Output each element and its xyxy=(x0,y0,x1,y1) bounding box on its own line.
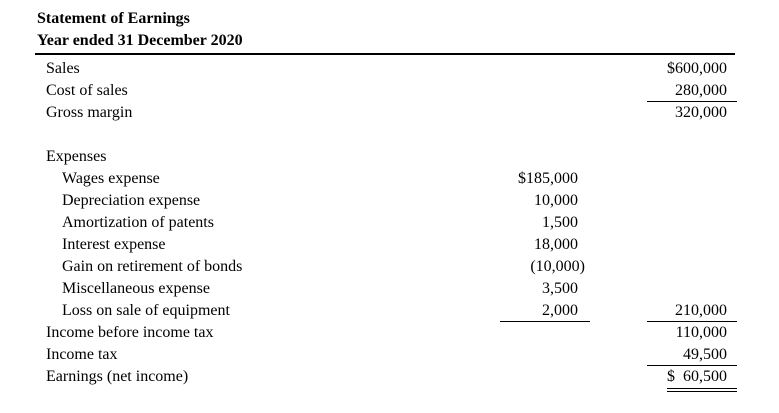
amount-mid: (10,000) xyxy=(530,258,585,275)
column-gap xyxy=(590,58,647,80)
column-gap xyxy=(590,278,647,300)
blank-row xyxy=(0,124,779,146)
amount-right: $600,000 xyxy=(667,60,727,77)
row-expenses-heading xyxy=(0,146,779,168)
column-gap xyxy=(590,212,647,234)
amount-mid xyxy=(500,102,590,124)
row-gain-on-retirement-of-bonds xyxy=(0,256,779,278)
amount-right xyxy=(647,256,737,278)
row-depreciation-expense xyxy=(0,190,779,212)
row-label: Income before income tax xyxy=(46,324,214,341)
column-gap xyxy=(590,344,647,366)
row-income-before-income-tax xyxy=(0,322,779,344)
column-gap xyxy=(590,190,647,212)
amount-mid: 3,500 xyxy=(542,280,578,297)
amount-mid xyxy=(500,366,590,388)
amount-right: 320,000 xyxy=(675,104,727,121)
column-gap xyxy=(590,366,647,388)
amount-right xyxy=(647,168,737,190)
page-title: Statement of Earnings xyxy=(37,10,190,27)
amount-mid xyxy=(500,58,590,80)
row-label: Loss on sale of equipment xyxy=(62,302,230,319)
row-label: Earnings (net income) xyxy=(46,368,189,385)
column-gap xyxy=(590,234,647,256)
amount-mid: 18,000 xyxy=(534,236,578,253)
amount-right xyxy=(647,234,737,256)
column-gap xyxy=(590,322,647,344)
amount-right: $ 60,500 xyxy=(647,366,737,388)
amount-mid xyxy=(500,322,590,344)
row-label: Gain on retirement of bonds xyxy=(62,258,243,275)
amount-right: 210,000 xyxy=(647,300,737,322)
amount-mid: 10,000 xyxy=(534,192,578,209)
row-loss-on-sale-of-equipment xyxy=(0,300,779,322)
amount-right xyxy=(647,146,737,168)
statement-rows xyxy=(0,58,779,388)
page-subtitle: Year ended 31 December 2020 xyxy=(37,32,243,49)
row-amortization-of-patents xyxy=(0,212,779,234)
row-label: Wages expense xyxy=(62,170,160,187)
amount-right: 280,000 xyxy=(647,80,737,102)
row-label: Gross margin xyxy=(46,104,133,121)
row-interest-expense xyxy=(0,234,779,256)
amount-right xyxy=(647,190,737,212)
amount-mid: 2,000 xyxy=(500,300,590,322)
row-earnings-net-income xyxy=(0,366,779,388)
row-label: Sales xyxy=(46,60,80,77)
row-label: Expenses xyxy=(46,148,107,165)
column-gap xyxy=(590,146,647,168)
row-label: Amortization of patents xyxy=(62,214,214,231)
amount-mid xyxy=(500,146,590,168)
amount-mid xyxy=(500,344,590,366)
row-label: Income tax xyxy=(46,346,118,363)
column-gap xyxy=(590,80,647,102)
column-gap xyxy=(590,300,647,322)
column-gap xyxy=(590,102,647,124)
amount-right: 49,500 xyxy=(647,344,737,366)
row-gross-margin xyxy=(0,102,779,124)
row-cost-of-sales xyxy=(0,80,779,102)
column-gap xyxy=(590,256,647,278)
row-wages-expense xyxy=(0,168,779,190)
row-label: Miscellaneous expense xyxy=(62,280,210,297)
amount-mid: 1,500 xyxy=(542,214,578,231)
amount-right xyxy=(647,278,737,300)
row-label: Depreciation expense xyxy=(62,192,201,209)
amount-mid: $185,000 xyxy=(518,170,578,187)
column-gap xyxy=(590,168,647,190)
header-rule xyxy=(35,53,735,55)
row-sales xyxy=(0,58,779,80)
row-income-tax xyxy=(0,344,779,366)
row-label: Cost of sales xyxy=(46,82,128,99)
amount-mid xyxy=(500,80,590,102)
row-miscellaneous-expense xyxy=(0,278,779,300)
amount-right: 110,000 xyxy=(675,324,727,341)
row-label: Interest expense xyxy=(62,236,166,253)
amount-right xyxy=(647,212,737,234)
